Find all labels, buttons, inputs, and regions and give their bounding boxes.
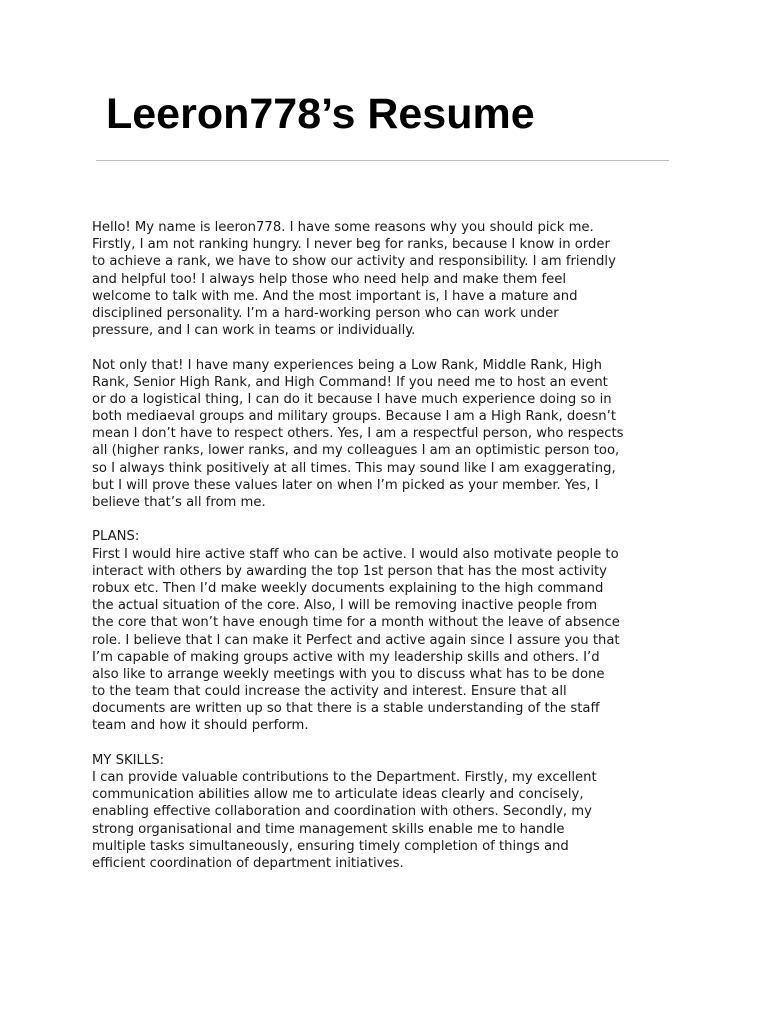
intro-paragraph xyxy=(92,219,682,339)
text-line: Hello! My name is leeron778. I have some reasons why you should pick me. xyxy=(92,220,594,235)
text-line: the actual situation of the core. Also, I will be removing inactive people from xyxy=(92,598,598,614)
text-line: Not only that! I have many experiences being a Low Rank, Middle Rank, High xyxy=(92,357,602,373)
paragraph-gap xyxy=(92,511,682,528)
experience-paragraph xyxy=(92,357,682,512)
skills-section xyxy=(92,752,682,872)
text-line: role. I believe that I can make it Perfect and active again since I assure you that xyxy=(92,632,620,648)
paragraph-gap xyxy=(92,735,682,752)
skills-heading: MY SKILLS: xyxy=(92,752,165,768)
text-line: I’m capable of making groups active with my leadership skills and others. I’d xyxy=(92,649,600,665)
text-line: efficient coordination of department initiatives. xyxy=(92,855,404,871)
text-line: enabling effective collaboration and coordination with others. Secondly, my xyxy=(92,804,592,820)
page-title: Leeron778’s Resume xyxy=(106,90,535,138)
paragraph-gap xyxy=(92,339,682,356)
text-line: robux etc. Then I’d make weekly documents explaining to the high command xyxy=(92,580,604,596)
text-line: Rank, Senior High Rank, and High Command! If you need me to host an event xyxy=(92,374,608,390)
text-line: both mediaeval groups and military groups. Because I am a High Rank, doesn’t xyxy=(92,409,616,425)
text-line: communication abilities allow me to articulate ideas clearly and concisely, xyxy=(92,787,584,803)
text-line: the core that won’t have enough time for a month without the leave of absence xyxy=(92,615,620,631)
text-line: or do a logistical thing, I can do it because I have much experience doing so in xyxy=(92,391,612,407)
text-line: mean I don’t have to respect others. Yes, I am a respectful person, who respects xyxy=(92,426,624,442)
text-line: team and how it should perform. xyxy=(92,718,309,734)
text-line: believe that’s all from me. xyxy=(92,495,266,510)
text-line: but I will prove these values later on when I’m picked as your member. Yes, I xyxy=(92,477,599,493)
resume-body xyxy=(92,219,682,872)
plans-section xyxy=(92,528,682,734)
text-line: documents are written up so that there is a stable understanding of the staff xyxy=(92,701,600,717)
text-line: I can provide valuable contributions to the Department. Firstly, my excellent xyxy=(92,770,597,785)
text-line: interact with others by awarding the top 1st person that has the most activity xyxy=(92,563,607,579)
title-divider xyxy=(96,160,669,161)
text-line: so I always think positively at all times. This may sound like I am exaggerating, xyxy=(92,460,616,476)
text-line: disciplined personality. I’m a hard-working person who can work under xyxy=(92,305,559,321)
text-line: Firstly, I am not ranking hungry. I never beg for ranks, because I know in order xyxy=(92,237,610,253)
text-line: First I would hire active staff who can be active. I would also motivate people to xyxy=(92,546,619,562)
text-line: welcome to talk with me. And the most important is, I have a mature and xyxy=(92,288,578,304)
plans-heading: PLANS: xyxy=(92,529,140,545)
text-line: strong organisational and time management skills enable me to handle xyxy=(92,821,565,837)
text-line: and helpful too! I always help those who need help and make them feel xyxy=(92,271,567,287)
text-line: also like to arrange weekly meetings with you to discuss what has to be done xyxy=(92,666,605,682)
text-line: to achieve a rank, we have to show our activity and responsibility. I am friendly xyxy=(92,254,616,270)
text-line: all (higher ranks, lower ranks, and my colleagues I am an optimistic person too, xyxy=(92,443,620,459)
text-line: to the team that could increase the activity and interest. Ensure that all xyxy=(92,684,567,700)
text-line: pressure, and I can work in teams or individually. xyxy=(92,323,416,339)
text-line: multiple tasks simultaneously, ensuring timely completion of things and xyxy=(92,838,569,854)
